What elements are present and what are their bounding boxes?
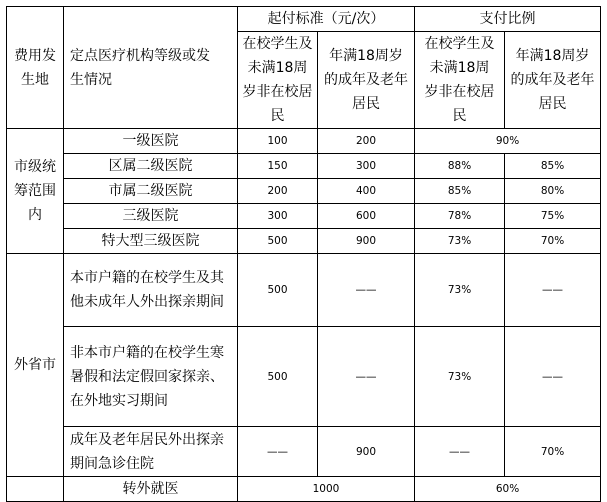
cell-deductible-student: 500 xyxy=(238,327,318,427)
header-deductible-adult: 年满18周岁的成年及老年居民 xyxy=(318,32,415,129)
province-group-label: 外省市 xyxy=(7,254,64,477)
cell-deductible-adult: 600 xyxy=(318,204,415,229)
cell-payment-student: 73% xyxy=(415,229,505,254)
city-group-label: 市级统筹范围内 xyxy=(7,129,64,254)
row-district-level-2-hospital: 区属二级医院 xyxy=(64,154,238,179)
header-payment-group: 支付比例 xyxy=(415,7,601,32)
cell-payment-student: 78% xyxy=(415,204,505,229)
row-adult-emergency-hospitalization: 成年及老年居民外出探亲期间急诊住院 xyxy=(64,427,238,477)
cell-deductible-student: 200 xyxy=(238,179,318,204)
cell-deductible-adult: 300 xyxy=(318,154,415,179)
header-deductible-group: 起付标准（元/次） xyxy=(238,7,415,32)
cell-transfer-payment: 60% xyxy=(415,477,601,502)
cell-deductible-student: 500 xyxy=(238,229,318,254)
cell-payment-adult: —— xyxy=(505,254,601,327)
cell-payment-student: 88% xyxy=(415,154,505,179)
medical-insurance-table xyxy=(6,6,601,502)
row-local-students-visiting: 本市户籍的在校学生及其他未成年人外出探亲期间 xyxy=(64,254,238,327)
cell-deductible-adult: —— xyxy=(318,254,415,327)
cell-deductible-adult: 900 xyxy=(318,427,415,477)
cell-payment-adult: 70% xyxy=(505,229,601,254)
cell-payment-student: 73% xyxy=(415,327,505,427)
cell-payment-adult: 75% xyxy=(505,204,601,229)
header-fee-location: 费用发生地 xyxy=(7,7,64,129)
row-extra-large-level-3-hospital: 特大型三级医院 xyxy=(64,229,238,254)
row-city-level-2-hospital: 市属二级医院 xyxy=(64,179,238,204)
row-level-3-hospital: 三级医院 xyxy=(64,204,238,229)
cell-payment-adult: 70% xyxy=(505,427,601,477)
cell-payment-student: 85% xyxy=(415,179,505,204)
row-transfer-treatment: 转外就医 xyxy=(64,477,238,502)
cell-deductible-adult: —— xyxy=(318,327,415,427)
cell-deductible-student: 300 xyxy=(238,204,318,229)
cell-payment-student: 73% xyxy=(415,254,505,327)
cell-payment-student: —— xyxy=(415,427,505,477)
cell-deductible-adult: 400 xyxy=(318,179,415,204)
header-deductible-student: 在校学生及未满18周岁非在校居民 xyxy=(238,32,318,129)
cell-deductible-adult: 900 xyxy=(318,229,415,254)
cell-payment-adult: 85% xyxy=(505,154,601,179)
cell-deductible-student: 500 xyxy=(238,254,318,327)
cell-payment-adult: —— xyxy=(505,327,601,427)
header-payment-student: 在校学生及未满18周岁非在校居民 xyxy=(415,32,505,129)
row-level-1-hospital: 一级医院 xyxy=(64,129,238,154)
cell-deductible-student: —— xyxy=(238,427,318,477)
transfer-empty-cell xyxy=(7,477,64,502)
header-payment-adult: 年满18周岁的成年及老年居民 xyxy=(505,32,601,129)
cell-deductible-student: 150 xyxy=(238,154,318,179)
cell-payment-adult: 80% xyxy=(505,179,601,204)
cell-payment-merged: 90% xyxy=(415,129,601,154)
row-nonlocal-students-holiday: 非本市户籍的在校学生寒暑假和法定假回家探亲、在外地实习期间 xyxy=(64,327,238,427)
cell-transfer-deductible: 1000 xyxy=(238,477,415,502)
header-institution-level: 定点医疗机构等级或发生情况 xyxy=(64,7,238,129)
cell-deductible-adult: 200 xyxy=(318,129,415,154)
cell-deductible-student: 100 xyxy=(238,129,318,154)
